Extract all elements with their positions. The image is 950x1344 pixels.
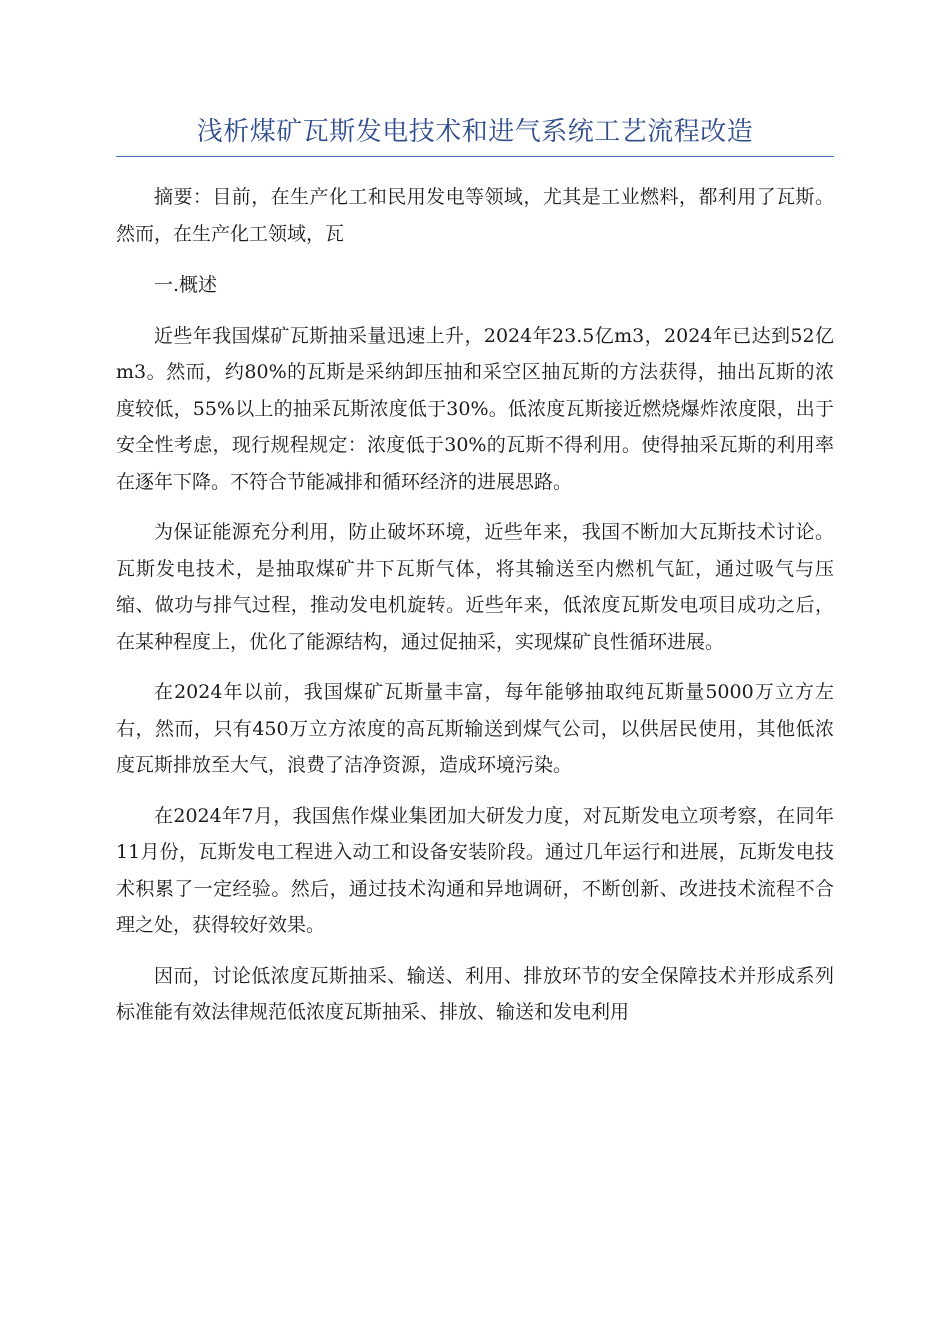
- document-title: 浅析煤矿瓦斯发电技术和进气系统工艺流程改造: [116, 112, 834, 157]
- document-page: [116, 112, 834, 1031]
- body-paragraph: 为保证能源充分利用，防止破坏环境，近些年来，我国不断加大瓦斯技术讨论。瓦斯发电技术，是抽取煤矿井下瓦斯气体，将其输送至内燃机气缸，通过吸气与压缩、做功与排气过程，推动发电机旋转。近些年来，低浓度瓦斯发电项目成功之后，在某种程度上，优化了能源结构，通过促抽采，实现煤矿良性循环进展。: [116, 521, 834, 653]
- body-paragraph: 在2024年7月，我国焦作煤业集团加大研发力度，对瓦斯发电立项考察，在同年11月份，瓦斯发电工程进入动工和设备安装阶段。通过几年运行和进展，瓦斯发电技术积累了一定经验。然后，通过技术沟通和异地调研，不断创新、改进技术流程不合理之处，获得较好效果。: [116, 804, 834, 936]
- abstract-paragraph: 摘要：目前，在生产化工和民用发电等领域，尤其是工业燃料，都利用了瓦斯。然而，在生产化工领域，瓦: [116, 186, 834, 245]
- body-paragraph: 近些年我国煤矿瓦斯抽采量迅速上升，2024年23.5亿m3，2024年已达到52亿m3。然而，约80%的瓦斯是采纳卸压抽和采空区抽瓦斯的方法获得，抽出瓦斯的浓度较低，55%以上的抽采瓦斯浓度低于30%。低浓度瓦斯接近燃烧爆炸浓度限，出于安全性考虑，现行规程规定：浓度低于30%的瓦斯不得利用。使得抽采瓦斯的利用率在逐年下降。不符合节能减排和循环经济的进展思路。: [116, 324, 834, 493]
- section-heading: 一.概述: [154, 274, 218, 296]
- body-paragraph: 因而，讨论低浓度瓦斯抽采、输送、利用、排放环节的安全保障技术并形成系列标准能有效法律规范低浓度瓦斯抽采、排放、输送和发电利用: [116, 964, 834, 1023]
- body-paragraph: 在2024年以前，我国煤矿瓦斯量丰富，每年能够抽取纯瓦斯量5000万立方左右，然而，只有450万立方浓度的高瓦斯输送到煤气公司，以供居民使用，其他低浓度瓦斯排放至大气，浪费了洁净资源，造成环境污染。: [116, 681, 834, 776]
